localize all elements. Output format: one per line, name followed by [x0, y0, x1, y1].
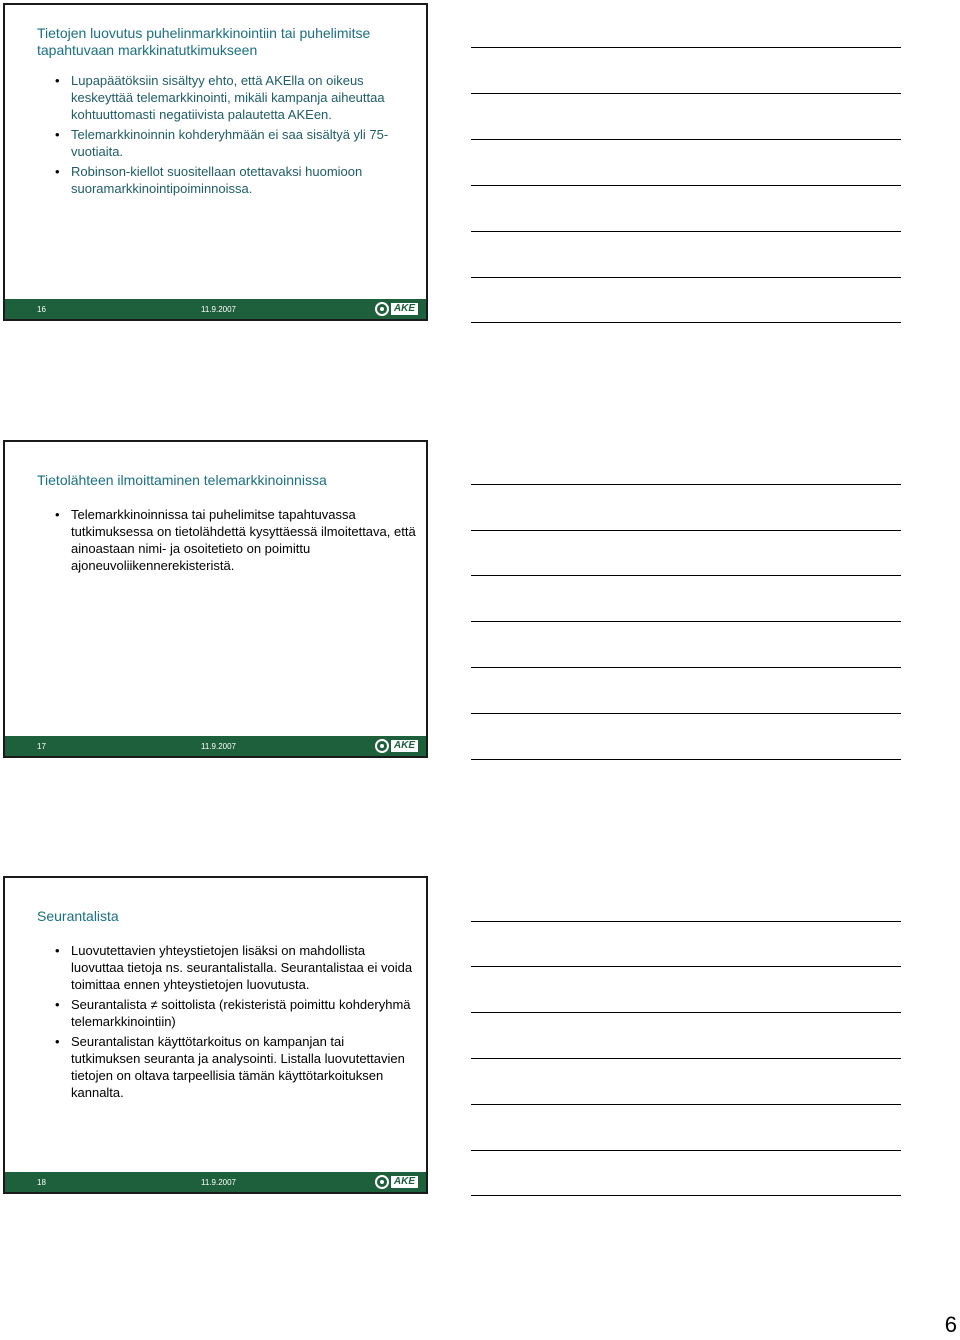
- note-line: [471, 966, 901, 967]
- note-line: [471, 1150, 901, 1151]
- list-item: • Lupapäätöksiin sisältyy ehto, että AKElla on oikeus keskeyttää telemarkkinointi, mikäli kampanja aiheuttaa kohtuuttomasti negatiivista palautetta AKEen.: [37, 72, 417, 123]
- ake-logo-icon: [375, 302, 389, 316]
- note-line: [471, 1012, 901, 1013]
- slide-17: [3, 440, 428, 758]
- slide-16: [3, 3, 428, 321]
- ake-logo: [375, 738, 418, 754]
- note-line: [471, 1195, 901, 1196]
- slide-date: 11.9.2007: [201, 742, 236, 751]
- bullet-list: [37, 942, 417, 1104]
- bullet-list: [37, 72, 417, 200]
- slide-title: Tietojen luovutus puhelinmarkkinointiin tai puhelimitse tapahtuvaan markkinatutkimukseen: [37, 25, 371, 58]
- logo-text: AKE: [391, 740, 418, 752]
- note-line: [471, 47, 901, 48]
- slide-18: [3, 876, 428, 1194]
- note-line: [471, 185, 901, 186]
- note-line: [471, 484, 901, 485]
- logo-text: AKE: [391, 1176, 418, 1188]
- page-number: 6: [944, 1312, 957, 1337]
- note-line: [471, 1104, 901, 1105]
- ake-logo-icon: [375, 1175, 389, 1189]
- slide-footer: [5, 1172, 426, 1192]
- list-item: • Seurantalistan käyttötarkoitus on kampanjan tai tutkimuksen seuranta ja analysointi. Listalla luovutettavien tietojen on oltava tarpeellisia tämän käyttötarkoituksen kannalta.: [37, 1033, 417, 1101]
- ake-logo-icon: [375, 739, 389, 753]
- list-item: • Luovutettavien yhteystietojen lisäksi on mahdollista luovuttaa tietoja ns. seurantalistalla. Seurantalistaa ei voida toimittaa ennen yhteystietojen luovutusta.: [37, 942, 417, 993]
- note-line: [471, 93, 901, 94]
- slide-footer: [5, 736, 426, 756]
- note-line: [471, 139, 901, 140]
- note-line: [471, 667, 901, 668]
- note-line: [471, 231, 901, 232]
- ake-logo: [375, 301, 418, 317]
- logo-text: AKE: [391, 303, 418, 315]
- ake-logo: [375, 1174, 418, 1190]
- note-line: [471, 575, 901, 576]
- slide-date: 11.9.2007: [201, 1178, 236, 1187]
- note-line: [471, 759, 901, 760]
- note-line: [471, 621, 901, 622]
- list-item: • Robinson-kiellot suositellaan otettavaksi huomioon suoramarkkinointipoiminnoissa.: [37, 163, 417, 197]
- slide-number: 18: [37, 1178, 46, 1187]
- note-line: [471, 713, 901, 714]
- slide-number: 16: [37, 305, 46, 314]
- note-line: [471, 1058, 901, 1059]
- note-line: [471, 322, 901, 323]
- slide-date: 11.9.2007: [201, 305, 236, 314]
- list-item: • Telemarkkinoinnin kohderyhmään ei saa sisältyä yli 75-vuotiaita.: [37, 126, 417, 160]
- note-line: [471, 921, 901, 922]
- slide-title: Seurantalista: [37, 908, 119, 924]
- slide-title: Tietolähteen ilmoittaminen telemarkkinoinnissa: [37, 472, 327, 488]
- bullet-list: [37, 506, 417, 577]
- slide-footer: [5, 299, 426, 319]
- note-line: [471, 530, 901, 531]
- slide-number: 17: [37, 742, 46, 751]
- note-line: [471, 277, 901, 278]
- list-item: • Telemarkkinoinnissa tai puhelimitse tapahtuvassa tutkimuksessa on tietolähdettä kysyttäessä ilmoitettava, että ainoastaan nimi- ja osoitetieto on poimittu ajoneuvoliikennerekisteristä.: [37, 506, 417, 574]
- list-item: • Seurantalista ≠ soittolista (rekisteristä poimittu kohderyhmä telemarkkinointiin): [37, 996, 417, 1030]
